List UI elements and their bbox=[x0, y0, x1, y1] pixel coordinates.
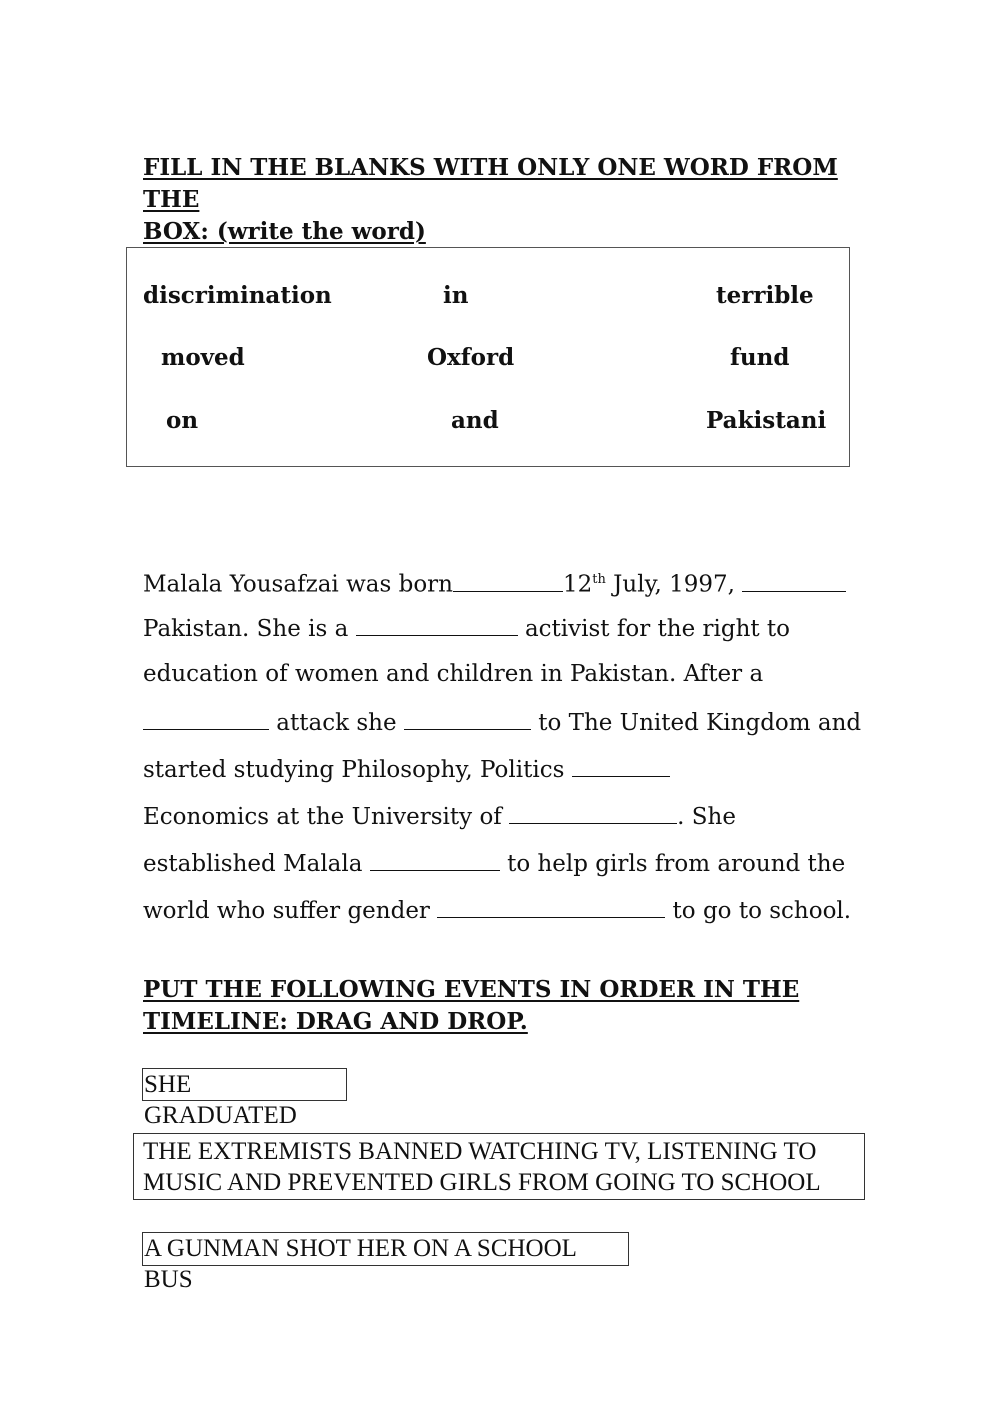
word-moved: moved bbox=[161, 344, 245, 371]
fill-in-heading-line2: BOX: (write the word) bbox=[143, 218, 426, 245]
text: to go to school. bbox=[665, 898, 852, 924]
text: world who suffer gender bbox=[143, 898, 438, 924]
word-in: in bbox=[443, 282, 469, 309]
text: established Malala bbox=[143, 851, 370, 877]
paragraph-line bbox=[143, 750, 873, 797]
blank-7[interactable] bbox=[509, 797, 677, 824]
paragraph-line bbox=[143, 797, 873, 844]
text: education of women and children in Pakistan. After a bbox=[143, 661, 764, 687]
superscript: th bbox=[592, 572, 606, 587]
event-label: THE EXTREMISTS BANNED WATCHING TV, LISTENING TO bbox=[143, 1138, 817, 1165]
text: Economics at the University of bbox=[143, 804, 510, 830]
fill-in-paragraph bbox=[143, 562, 873, 938]
word-fund: fund bbox=[730, 344, 790, 371]
blank-2[interactable] bbox=[742, 565, 846, 592]
text: 12 bbox=[562, 571, 593, 598]
timeline-heading-line1: PUT THE FOLLOWING EVENTS IN ORDER IN THE bbox=[143, 976, 800, 1003]
paragraph-line bbox=[143, 844, 873, 891]
text: to The United Kingdom and bbox=[530, 710, 862, 736]
paragraph-line bbox=[143, 656, 873, 703]
blank-6[interactable] bbox=[572, 750, 670, 777]
fill-in-heading bbox=[143, 152, 863, 248]
text: . She bbox=[677, 804, 736, 830]
word-terrible: terrible bbox=[716, 282, 814, 309]
event-she-graduated[interactable] bbox=[142, 1068, 347, 1129]
text: activist for the right to bbox=[517, 616, 791, 642]
text: Malala Yousafzai was born bbox=[143, 571, 453, 598]
fill-in-heading-line1: FILL IN THE BLANKS WITH ONLY ONE WORD FROM THE bbox=[143, 154, 838, 213]
event-extremists-banned[interactable] bbox=[133, 1133, 865, 1200]
blank-4[interactable] bbox=[143, 703, 269, 730]
event-label: MUSIC AND PREVENTED GIRLS FROM GOING TO SCHOOL bbox=[143, 1169, 821, 1196]
blank-1[interactable] bbox=[453, 565, 563, 592]
word-on: on bbox=[166, 407, 199, 434]
text: July, 1997, bbox=[605, 571, 743, 598]
text: Pakistan. She is a bbox=[143, 616, 356, 642]
word-pakistani: Pakistani bbox=[706, 407, 827, 434]
blank-5[interactable] bbox=[404, 703, 531, 730]
paragraph-line bbox=[143, 891, 873, 938]
event-gunman-shot[interactable] bbox=[142, 1232, 629, 1293]
word-discrimination: discrimination bbox=[143, 282, 332, 309]
text: to help girls from around the bbox=[499, 851, 846, 877]
text: started studying Philosophy, Politics bbox=[143, 757, 572, 783]
paragraph-line bbox=[143, 609, 873, 656]
timeline-heading bbox=[143, 974, 863, 1038]
text: attack she bbox=[269, 710, 404, 736]
word-oxford: Oxford bbox=[427, 344, 515, 371]
blank-8[interactable] bbox=[370, 844, 500, 871]
paragraph-line bbox=[143, 562, 873, 609]
blank-9[interactable] bbox=[437, 891, 665, 918]
word-and: and bbox=[451, 407, 499, 434]
event-label: A GUNMAN SHOT HER ON A SCHOOL BUS bbox=[144, 1235, 576, 1293]
word-box bbox=[126, 247, 850, 467]
event-label: SHE GRADUATED bbox=[144, 1071, 297, 1129]
blank-3[interactable] bbox=[356, 609, 518, 636]
paragraph-line bbox=[143, 703, 873, 750]
timeline-heading-line2: TIMELINE: DRAG AND DROP. bbox=[143, 1008, 528, 1035]
